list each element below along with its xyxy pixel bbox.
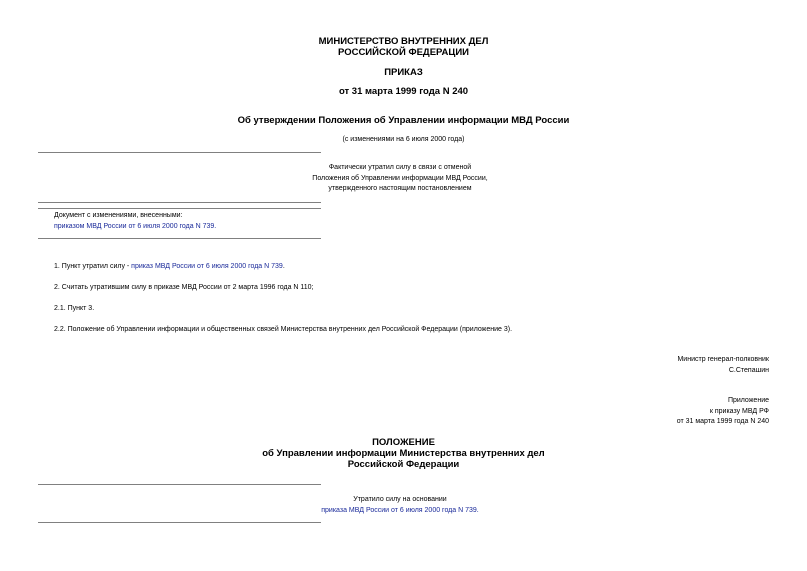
divider	[38, 522, 321, 523]
ministry-name-line2: РОССИЙСКОЙ ФЕДЕРАЦИИ	[337, 47, 469, 58]
signature-position: Министр генерал-полковник	[677, 356, 769, 363]
paragraph-1	[54, 262, 285, 272]
appendix-ref-line3: от 31 марта 1999 года N 240	[676, 418, 769, 425]
appendix-ref-line1: Приложение	[727, 397, 769, 404]
paragraph-2-2: 2.2. Положение об Управлении информации и общественных связей Министерства внутренних дел Российской Федерации (приложение 3).	[54, 326, 513, 333]
divider	[38, 484, 321, 485]
appendix-reference	[677, 396, 769, 428]
paragraph-1-text: 1. Пункт утратил силу -	[54, 263, 132, 270]
status-note-line2: Положения об Управлении информации МВД России,	[312, 174, 488, 182]
lapsed-note	[300, 495, 500, 516]
lapsed-link[interactable]: приказа МВД России от 6 июля 2000 года N 739.	[321, 506, 479, 514]
status-note	[300, 163, 500, 195]
divider	[38, 202, 321, 203]
paragraph-1-link[interactable]: приказ МВД России от 6 июля 2000 года N 739	[131, 263, 283, 270]
ministry-name-line1: МИНИСТЕРСТВО ВНУТРЕННИХ ДЕЛ	[318, 36, 489, 47]
lapsed-text: Утратило силу на основании	[353, 496, 447, 503]
changes-link[interactable]: приказом МВД России от 6 июля 2000 года N 739.	[54, 223, 217, 230]
regulation-title-line1: ПОЛОЖЕНИЕ	[372, 437, 435, 448]
paragraph-1-end: .	[282, 263, 285, 270]
divider	[38, 208, 321, 209]
divider	[38, 152, 321, 153]
document-title: Об утверждении Положения об Управлении информации МВД России	[237, 115, 570, 126]
appendix-ref-line2: к приказу МВД РФ	[709, 407, 769, 415]
document-type: ПРИКАЗ	[384, 67, 423, 78]
signature-name: С.Степашин	[728, 366, 769, 374]
paragraph-2-1: 2.1. Пункт 3.	[54, 305, 95, 312]
regulation-title-line2: об Управлении информации Министерства внутренних дел	[262, 448, 545, 459]
divider	[38, 238, 321, 239]
status-note-line1: Фактически утратил силу в связи с отменой	[328, 164, 472, 171]
status-note-line3: утвержденного настоящим постановлением	[328, 185, 472, 192]
paragraph-2: 2. Считать утратившим силу в приказе МВД России от 2 марта 1996 года N 110;	[54, 284, 314, 291]
changes-note: (с изменениями на 6 июля 2000 года)	[342, 136, 465, 143]
regulation-title-line3: Российской Федерации	[347, 459, 460, 470]
changes-label: Документ с изменениями, внесенными:	[54, 212, 183, 219]
signature-block	[677, 355, 769, 376]
document-date-number: от 31 марта 1999 года N 240	[338, 86, 469, 97]
